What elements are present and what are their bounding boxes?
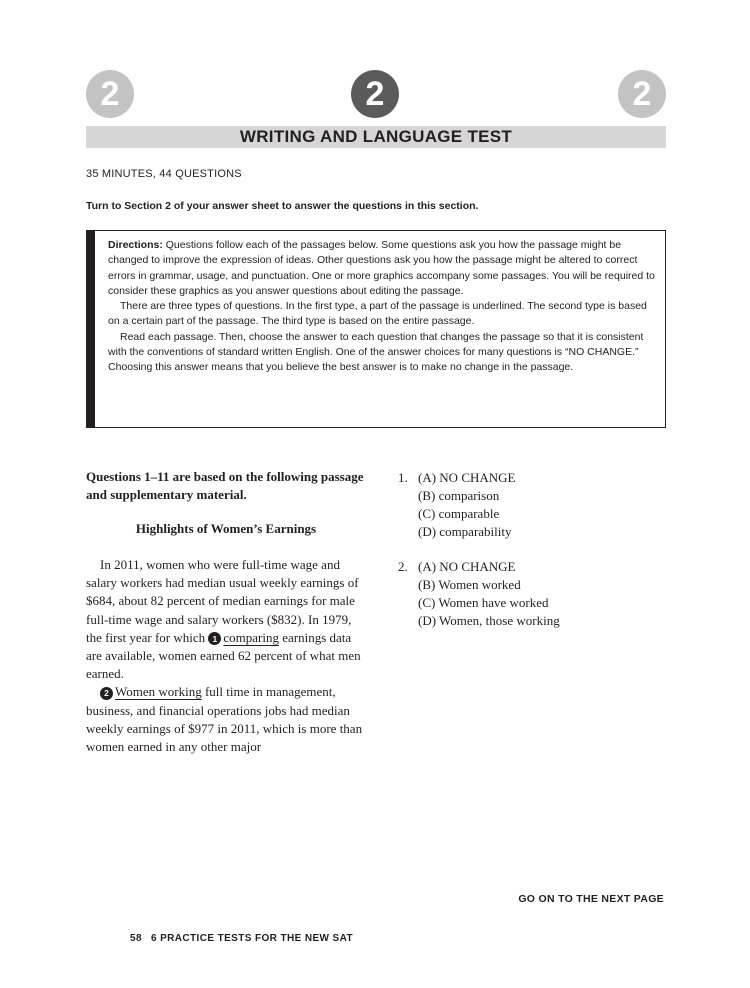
underlined-text-2: Women working	[115, 684, 202, 700]
section-number-badge-left	[86, 70, 134, 118]
answer-options	[418, 558, 560, 630]
answer-option-b: (B) Women worked	[418, 577, 521, 592]
answer-option-a: (A) NO CHANGE	[418, 470, 516, 485]
page-footer	[130, 933, 353, 944]
passage-intro: Questions 1–11 are based on the following passage and supplementary material.	[86, 469, 364, 502]
directions-paragraph-3: Read each passage. Then, choose the answer to each question that changes the passage so that it is consistent with the conventions of standard written English. One of the answer choices for many questions is “NO CHANGE.” Choosing this answer means that you believe the best answer is to make no change in the passage.	[108, 330, 644, 374]
directions-paragraph-2: There are three types of questions. In the first type, a part of the passage is underlined. The second type is based on a certain part of the passage. The third type is based on the entire passage.	[108, 300, 647, 328]
question-marker-1: 1	[208, 632, 221, 645]
section-number-badge-center	[351, 70, 399, 118]
question-2	[398, 558, 560, 630]
instruction-text: Turn to Section 2 of your answer sheet to answer the questions in this section.	[86, 200, 479, 212]
go-on-text: GO ON TO THE NEXT PAGE	[518, 893, 664, 905]
section-title-bar	[86, 126, 666, 148]
passage-title: Highlights of Women’s Earnings	[135, 521, 317, 536]
answer-option-c: (C) Women have worked	[418, 595, 549, 610]
directions-label: Directions:	[108, 239, 163, 251]
answer-option-d: (D) comparability	[418, 524, 512, 539]
section-number-left: 2	[100, 74, 120, 113]
question-marker-2: 2	[100, 687, 113, 700]
passage-body	[86, 556, 368, 756]
section-title: WRITING AND LANGUAGE TEST	[239, 127, 513, 146]
passage-paragraph-2	[86, 683, 368, 756]
section-number-center: 2	[365, 74, 385, 113]
question-number: 1.	[398, 470, 408, 485]
question-1	[398, 469, 516, 541]
section-number-badge-right	[618, 70, 666, 118]
directions-box	[86, 230, 666, 428]
answer-option-b: (B) comparison	[418, 488, 500, 503]
passage-text: In 2011, women who were full-time wage and salary workers had median usual weekly earnings of $684, about 82 percent of median earnings for male full-time wage and salary workers ($832). In 1979, the first year for which	[86, 557, 359, 645]
directions-paragraph-1	[108, 238, 655, 299]
answer-option-a: (A) NO CHANGE	[418, 559, 516, 574]
passage-paragraph-1	[86, 556, 368, 683]
underlined-text-1: comparing	[223, 629, 279, 645]
directions-text-1: Questions follow each of the passages below. Some questions ask you how the passage might be changed to improve the expression of ideas. Other questions ask you how the passage might be altered to correct errors in grammar, usage, and punctuation. One or more graphics accompany some passages. You will be required to consider these graphics as you answer questions about editing the passage.	[108, 239, 655, 297]
answer-option-c: (C) comparable	[418, 506, 500, 521]
answer-option-d: (D) Women, those working	[418, 613, 560, 628]
page-number: 58	[130, 933, 142, 944]
passage-text: earnings data are available, women earned 62 percent of what men earned.	[86, 629, 361, 682]
question-number: 2.	[398, 559, 408, 574]
timing-text: 35 MINUTES, 44 QUESTIONS	[86, 168, 242, 180]
book-title: 6 PRACTICE TESTS FOR THE NEW SAT	[150, 933, 354, 944]
answer-options	[418, 469, 516, 541]
section-number-right: 2	[632, 74, 652, 113]
passage-text: full time in management, business, and financial operations jobs had median weekly earnings of $977 in 2011, which is more than women earned in any other major	[86, 684, 363, 755]
